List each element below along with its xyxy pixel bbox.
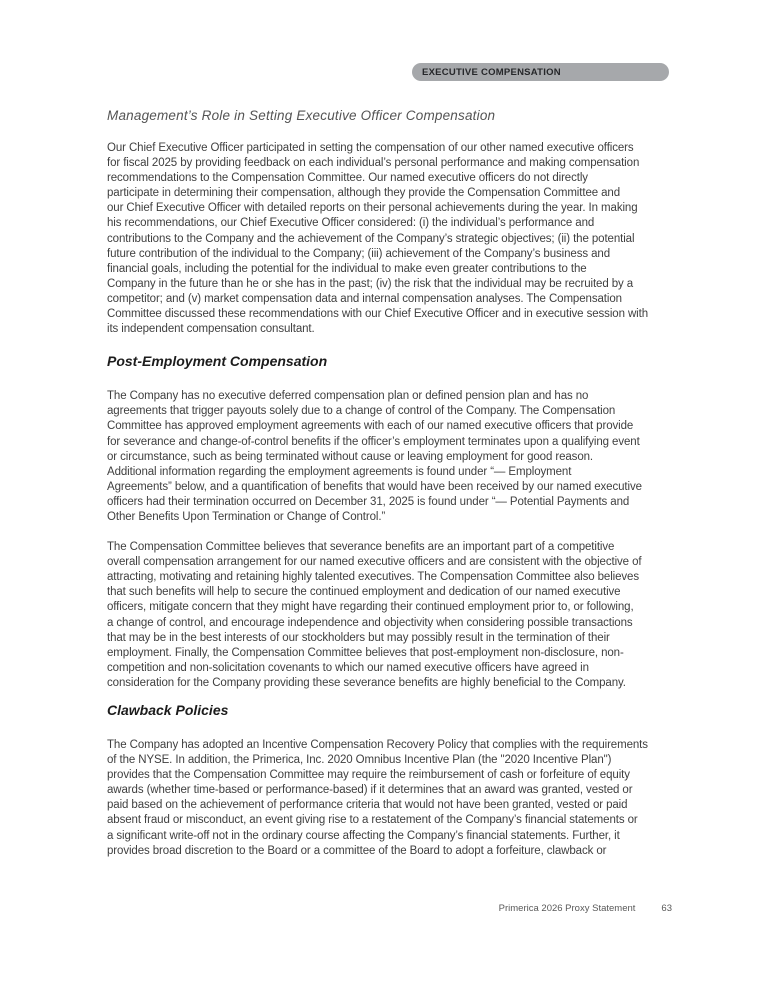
section-heading-clawback-policies: Clawback Policies [107,702,229,718]
paragraph-post-employment-1 [107,389,687,525]
text-line: competitor; and (v) market compensation data and internal compensation analyses. The Compensation [107,292,622,305]
text-line: agreements that trigger payouts solely due to a change of control of the Company. The Compensation [107,405,616,418]
text-line: that such benefits will help to secure the continued employment and dedication of our named executive [107,586,621,599]
page-content [107,0,687,859]
text-line: financial goals, including the potential for the individual to make even greater contributions to the [107,262,587,275]
text-line: for severance and change-of-control benefits if the officer’s employment terminates upon a qualifying event [107,435,640,448]
section-heading-post-employment: Post-Employment Compensation [107,353,328,370]
text-line: Committee discussed these recommendations with our Chief Executive Officer and in executive session with [107,308,649,321]
paragraph-post-employment-2 [107,540,687,691]
text-line: contributions to the Company and the achievement of the Company’s strategic objectives; (ii) the potential [107,232,635,245]
text-line: The Company has no executive deferred compensation plan or defined pension plan and has no [107,390,589,403]
text-line: The Compensation Committee believes that severance benefits are an important part of a competitive [107,541,615,554]
text-line: awards (whether time-based or performance-based) if it determines that an award was granted, vested or [107,784,633,797]
text-line: officers had their termination occurred on December 31, 2025 is found under “— Potential Payments and [107,495,630,508]
text-line: The Company has adopted an Incentive Compensation Recovery Policy that complies with the requirements [107,739,648,751]
text-line: a change of control, and encourage independence and objectivity when considering possible transactions [107,616,633,629]
footer-document-title: Primerica 2026 Proxy Statement [498,903,636,914]
text-line: officers, mitigate concern that they might have regarding their continued employment prior to, or following, [107,601,634,614]
text-line: provides broad discretion to the Board or a committee of the Board to adopt a forfeiture, clawback or [107,844,607,857]
text-line: consideration for the Company providing these severance benefits are highly beneficial to the Company. [107,676,626,689]
text-line: that may be in the best interests of our stockholders but may possibly result in the termination of their [107,631,610,644]
paragraph-managements-role [107,141,687,337]
text-line: or circumstance, such as being terminated without cause or leaving employment for good reason. [107,450,593,463]
text-line: competition and non-solicitation covenants to which our named executive officers have agreed in [107,661,589,674]
text-line: overall compensation arrangement for our named executive officers and are consistent with the objective of [107,556,642,569]
text-line: a significant write-off not in the ordinary course affecting the Company’s financial statements. Further, it [107,829,620,842]
text-line: Our Chief Executive Officer participated in setting the compensation of our other named executive officers [107,142,634,154]
text-line: for fiscal 2025 by providing feedback on each individual’s personal performance and making compensation [107,157,640,170]
text-line: our Chief Executive Officer with detailed reports on their personal achievements during the year. In making [107,202,638,215]
text-line: its independent compensation consultant. [107,323,315,336]
text-line: participate in determining their compensation, although they provide the Compensation Committee and [107,187,621,200]
text-line: Additional information regarding the employment agreements is found under “— Employment [107,465,572,478]
paragraph-clawback-policies [107,738,687,859]
text-line: Company in the future than he or she has in the past; (iv) the risk that the individual may be recruited by a [107,277,634,290]
text-line: Agreements” below, and a quantification of benefits that would have been received by our named executive [107,480,642,493]
subsection-heading-managements-role: Management’s Role in Setting Executive Officer Compensation [107,108,496,123]
text-line: future contribution of the individual to the Company; (iii) achievement of the Company’s business and [107,247,611,260]
footer-page-number: 63 [661,903,672,914]
page-footer [499,903,672,914]
text-line: employment. Finally, the Compensation Committee believes that post-employment non-disclosure, non- [107,646,624,659]
header-tag-label: EXECUTIVE COMPENSATION [422,66,561,78]
text-line: Committee has approved employment agreements with each of our named executive officers that provide [107,420,634,433]
text-line: his recommendations, our Chief Executive Officer considered: (i) the individual’s performance and [107,217,595,230]
text-line: Other Benefits Upon Termination or Change of Control.” [107,510,386,523]
text-line: recommendations to the Compensation Committee. Our named executive officers do not directly [107,172,588,185]
text-line: absent fraud or misconduct, an event giving rise to a restatement of the Company’s financial statements or [107,814,638,827]
text-line: attracting, motivating and retaining highly talented executives. The Compensation Committee also believes [107,571,640,584]
text-line: paid based on the achievement of performance criteria that would not have been granted, vested or paid [107,799,628,812]
text-line: provides that the Compensation Committee may require the reimbursement of cash or forfeiture of equity [107,769,630,782]
text-line: of the NYSE. In addition, the Primerica, Inc. 2020 Omnibus Incentive Plan (the "2020 Incentive Plan") [107,754,612,767]
